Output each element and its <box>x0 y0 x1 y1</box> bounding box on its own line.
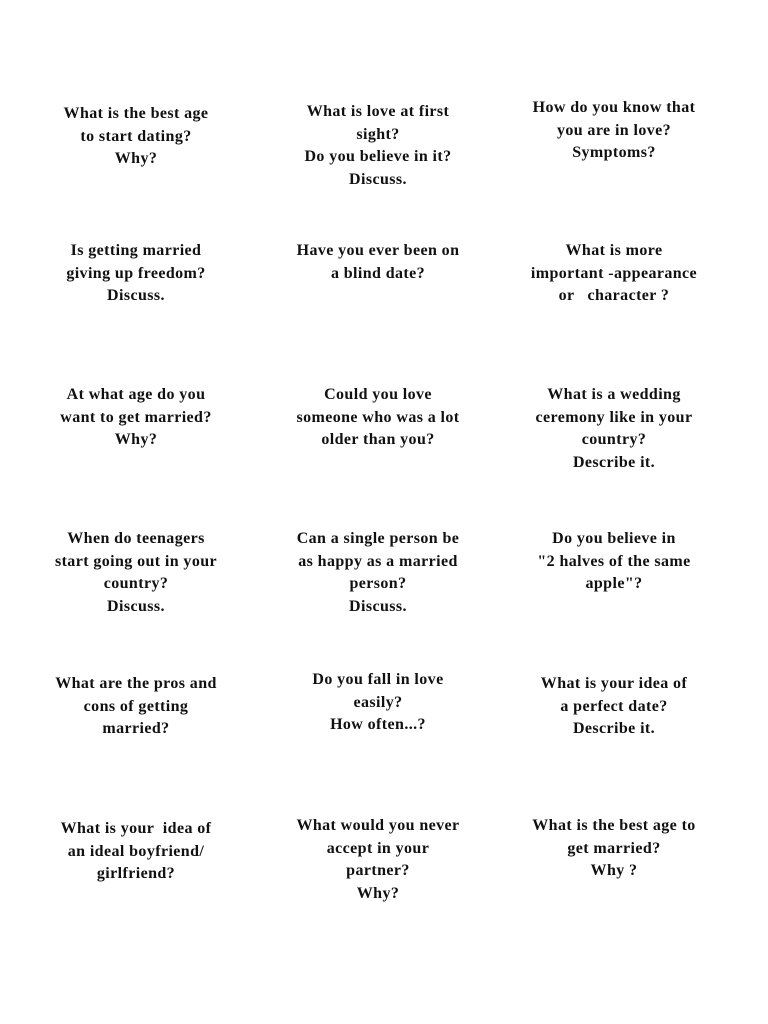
question-card: Could you love someone who was a lot older than you? <box>296 386 460 448</box>
question-card: When do teenagers start going out in your country? Discuss. <box>54 530 218 615</box>
question-card: Do you believe in "2 halves of the same apple"? <box>537 530 691 592</box>
question-card: What is love at first sight? Do you believe in it? Discuss. <box>304 103 452 188</box>
question-card: Have you ever been on a blind date? <box>296 242 460 282</box>
question-card: What is the best age to get married? Why ? <box>532 817 696 879</box>
question-card: What is your idea of an ideal boyfriend/ girlfriend? <box>60 820 212 882</box>
question-card: What is your idea of a perfect date? Describe it. <box>540 675 688 737</box>
question-card: What is a wedding ceremony like in your country? Describe it. <box>535 386 693 471</box>
question-card: What is the best age to start dating? Why? <box>63 105 209 167</box>
question-card: How do you know that you are in love? Symptoms? <box>532 99 696 161</box>
question-card: Can a single person be as happy as a married person? Discuss. <box>296 530 460 615</box>
question-card: What is more important -appearance or character ? <box>530 242 698 304</box>
question-card: At what age do you want to get married? Why? <box>60 386 212 448</box>
question-card: Is getting married giving up freedom? Discuss. <box>66 242 206 304</box>
question-card: What would you never accept in your partner? Why? <box>296 817 460 902</box>
question-card: What are the pros and cons of getting married? <box>55 675 217 737</box>
question-card: Do you fall in love easily? How often...? <box>312 671 444 733</box>
